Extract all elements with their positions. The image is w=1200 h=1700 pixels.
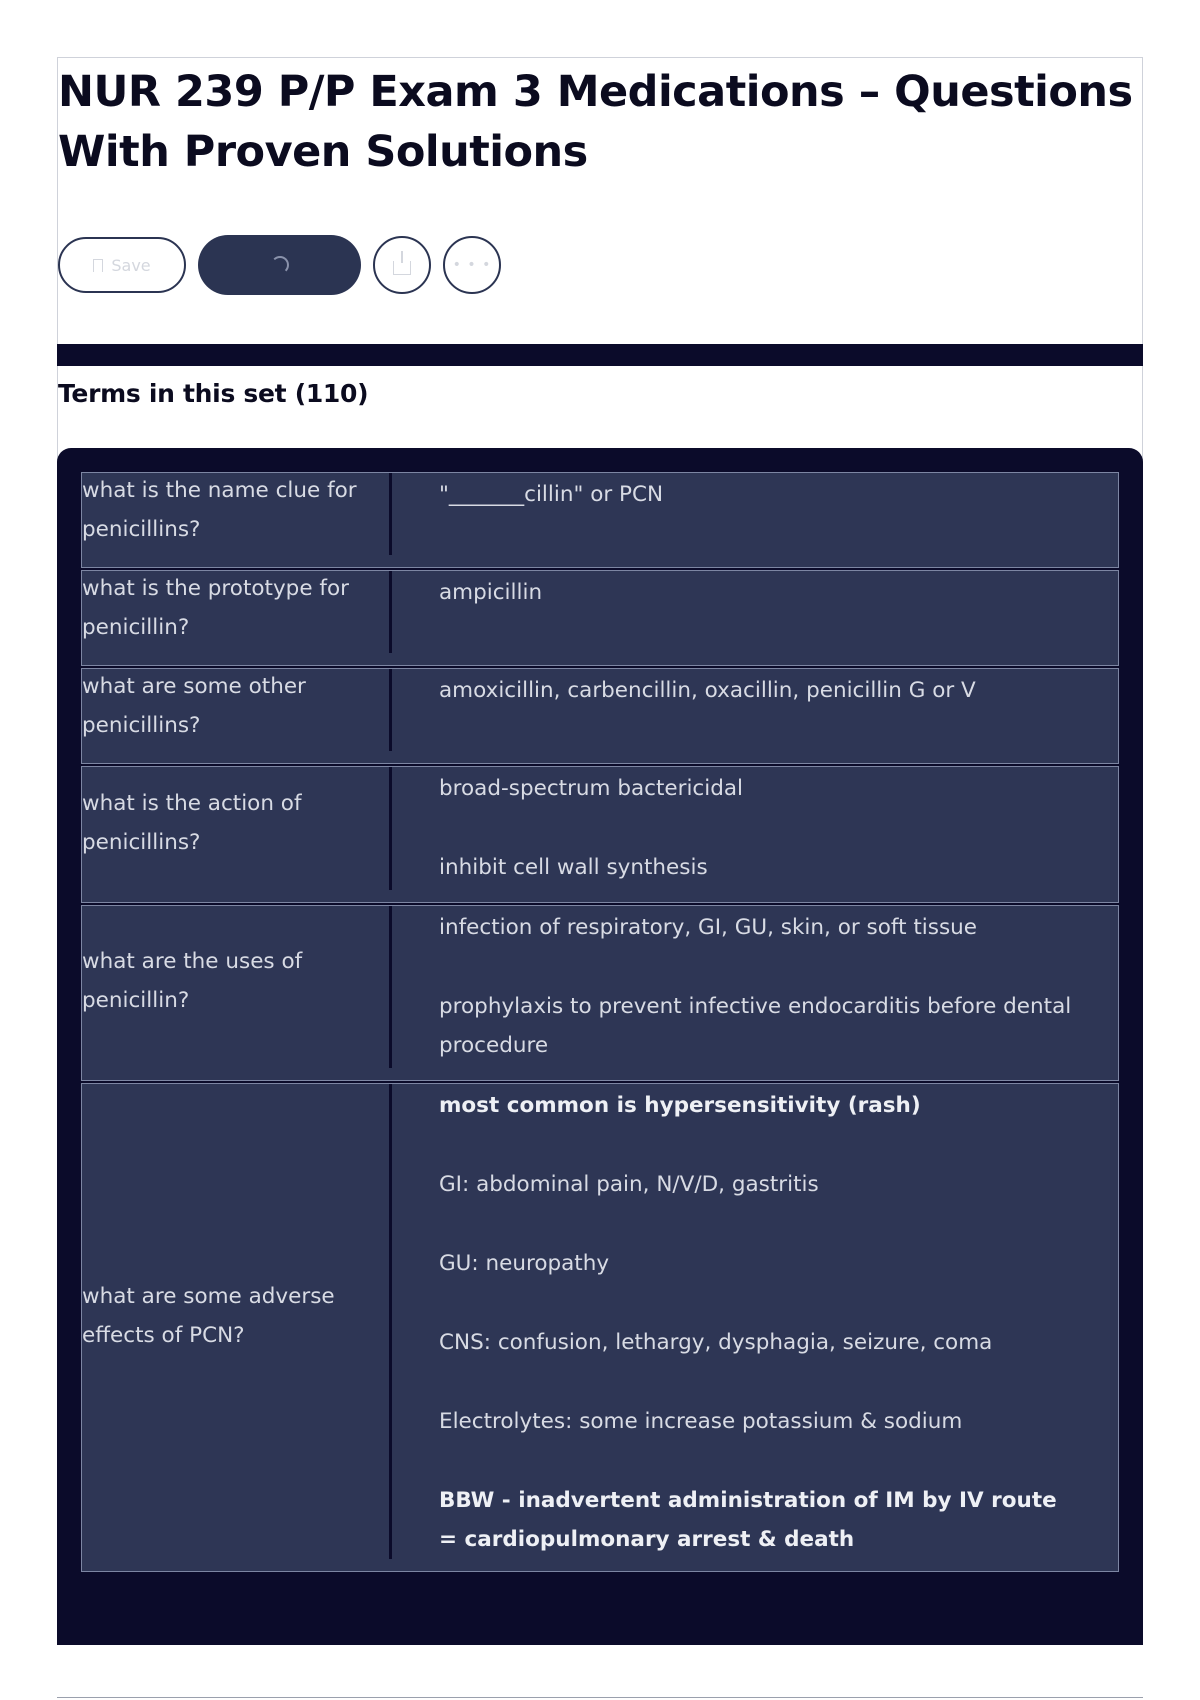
more-options-icon: • • • <box>452 257 492 273</box>
page-title: NUR 239 P/P Exam 3 Medications – Questions With Proven Solutions <box>58 67 1133 177</box>
term-text: what is the action of penicillins? <box>82 790 302 855</box>
definition-text: inhibit cell wall synthesis <box>439 855 708 880</box>
term-cell <box>82 767 392 890</box>
term-row[interactable] <box>81 472 1119 568</box>
definition-text: GI: abdominal pain, N/V/D, gastritis <box>439 1172 819 1197</box>
term-row[interactable] <box>81 766 1119 903</box>
terms-table <box>81 472 1119 1574</box>
term-row[interactable] <box>81 905 1119 1081</box>
more-options-button[interactable] <box>443 236 501 294</box>
definition-text: broad-spectrum bactericidal <box>439 776 744 801</box>
page-bottom-rule <box>57 1697 1143 1698</box>
term-row[interactable] <box>81 668 1119 764</box>
definition-cell <box>392 473 1118 567</box>
definition-text: GU: neuropathy <box>439 1251 610 1276</box>
term-cell <box>82 1084 392 1559</box>
definition-cell <box>392 1084 1118 1571</box>
terms-heading: Terms in this set (110) <box>58 379 369 408</box>
definition-text: infection of respiratory, GI, GU, skin, or soft tissue <box>439 915 977 940</box>
term-cell <box>82 473 392 555</box>
definition-text: Electrolytes: some increase potassium & sodium <box>439 1409 963 1434</box>
action-toolbar <box>58 234 501 296</box>
definition-text: prophylaxis to prevent infective endocarditis before dental procedure <box>439 994 1072 1058</box>
term-text: what are some other penicillins? <box>82 674 306 738</box>
definition-cell <box>392 669 1118 763</box>
term-cell <box>82 669 392 751</box>
definition-text: ampicillin <box>439 580 543 605</box>
loading-spinner-icon <box>271 256 289 274</box>
definition-cell <box>392 767 1118 902</box>
share-icon <box>393 261 411 275</box>
definition-text: amoxicillin, carbencillin, oxacillin, penicillin G or V <box>439 678 976 703</box>
save-button[interactable] <box>58 237 186 293</box>
term-row[interactable] <box>81 570 1119 666</box>
definition-text: "_______cillin" or PCN <box>439 482 664 507</box>
bookmark-icon <box>93 259 103 272</box>
definition-text: CNS: confusion, lethargy, dysphagia, seizure, coma <box>439 1330 993 1355</box>
save-button-label: Save <box>111 255 151 275</box>
definition-cell <box>392 906 1118 1080</box>
definition-text: most common is hypersensitivity (rash) <box>439 1093 921 1118</box>
study-button[interactable] <box>198 235 361 295</box>
terms-panel <box>57 448 1143 1645</box>
term-text: what is the name clue for penicillins? <box>82 478 357 542</box>
term-text: what are the uses of penicillin? <box>82 949 303 1013</box>
section-divider <box>57 344 1143 366</box>
term-cell <box>82 571 392 653</box>
term-text: what is the prototype for penicillin? <box>82 576 349 640</box>
definition-cell <box>392 571 1118 665</box>
definition-text: BBW - inadvertent administration of IM by IV route = cardiopulmonary arrest & death <box>439 1488 1057 1552</box>
study-set-page <box>57 57 1143 1644</box>
share-button[interactable] <box>373 236 431 294</box>
term-row[interactable] <box>81 1083 1119 1572</box>
term-cell <box>82 906 392 1068</box>
term-text: what are some adverse effects of PCN? <box>82 1283 335 1348</box>
